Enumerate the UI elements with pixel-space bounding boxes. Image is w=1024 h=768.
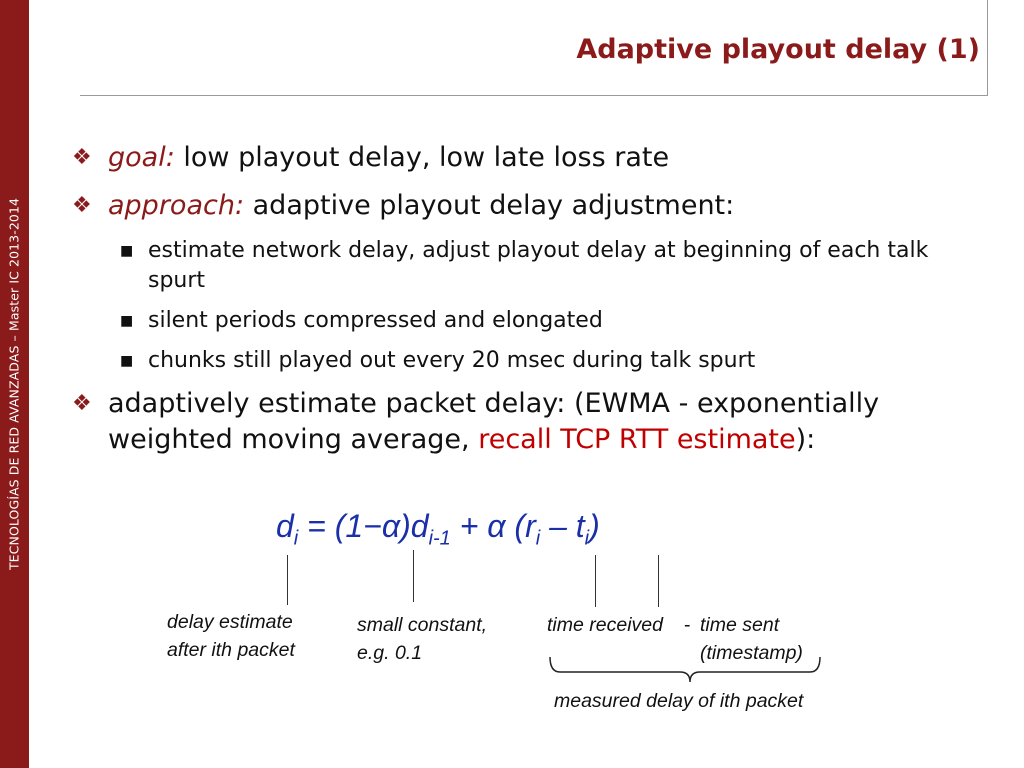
sub-bullet-1 bbox=[72, 236, 972, 296]
diamond-bullet-icon: ❖ bbox=[72, 145, 92, 170]
title-divider bbox=[80, 95, 988, 96]
approach-label: approach: bbox=[108, 190, 245, 221]
pointer-line-alpha bbox=[413, 550, 414, 602]
label-time-sent: time sent (timestamp) bbox=[700, 614, 803, 664]
ewma-red-text: recall TCP RTT estimate bbox=[478, 424, 796, 455]
bullet-list bbox=[72, 140, 972, 470]
bullet-ewma bbox=[72, 386, 972, 458]
diamond-bullet-icon: ❖ bbox=[72, 193, 92, 218]
label-delay-estimate: delay estimate after ith packet bbox=[167, 611, 295, 661]
ewma-post: ): bbox=[795, 424, 816, 455]
measured-delay-brace bbox=[540, 652, 830, 692]
sub-bullet-3-text: chunks still played out every 20 msec during talk spurt bbox=[148, 348, 756, 373]
slide-title: Adaptive playout delay (1) bbox=[576, 34, 980, 65]
ewma-formula: $d_i = (1-\alpha)d_{i-1} + \alpha$ $(r_i - t_i)$ bbox=[276, 508, 600, 550]
diamond-bullet-icon: ❖ bbox=[72, 391, 92, 416]
sidebar-text: TECNOLOGÍAS DE RED AVANZADAS – Master IC 2013-2014 bbox=[6, 197, 22, 571]
label-time-received: time received bbox=[547, 614, 663, 636]
pointer-line-di bbox=[287, 555, 288, 605]
goal-text: low playout delay, low late loss rate bbox=[174, 142, 670, 173]
ewma-text: adaptively estimate packet delay: (EWMA - exponentially weighted moving average, bbox=[108, 388, 880, 455]
sidebar bbox=[0, 0, 29, 768]
square-bullet-icon: ■ bbox=[120, 313, 134, 329]
bullet-goal bbox=[72, 140, 972, 176]
sub-bullet-2-text: silent periods compressed and elongated bbox=[148, 308, 603, 333]
approach-text: adaptive playout delay adjustment: bbox=[244, 190, 735, 221]
square-bullet-icon: ■ bbox=[120, 243, 134, 259]
label-minus: - bbox=[684, 614, 691, 636]
pointer-line-ti bbox=[658, 555, 659, 607]
label-measured-delay: measured delay of ith packet bbox=[554, 690, 804, 712]
square-bullet-icon: ■ bbox=[120, 353, 134, 369]
bullet-approach bbox=[72, 188, 972, 224]
goal-label: goal: bbox=[108, 142, 175, 173]
title-vertical-divider bbox=[987, 0, 988, 95]
label-small-constant: small constant, e.g. 0.1 bbox=[357, 614, 488, 664]
sub-bullet-1-text: estimate network delay, adjust playout delay at beginning of each talk spurt bbox=[148, 238, 929, 293]
sub-bullet-3 bbox=[72, 346, 972, 376]
sub-bullet-2 bbox=[72, 306, 972, 336]
pointer-line-ri bbox=[595, 555, 596, 607]
